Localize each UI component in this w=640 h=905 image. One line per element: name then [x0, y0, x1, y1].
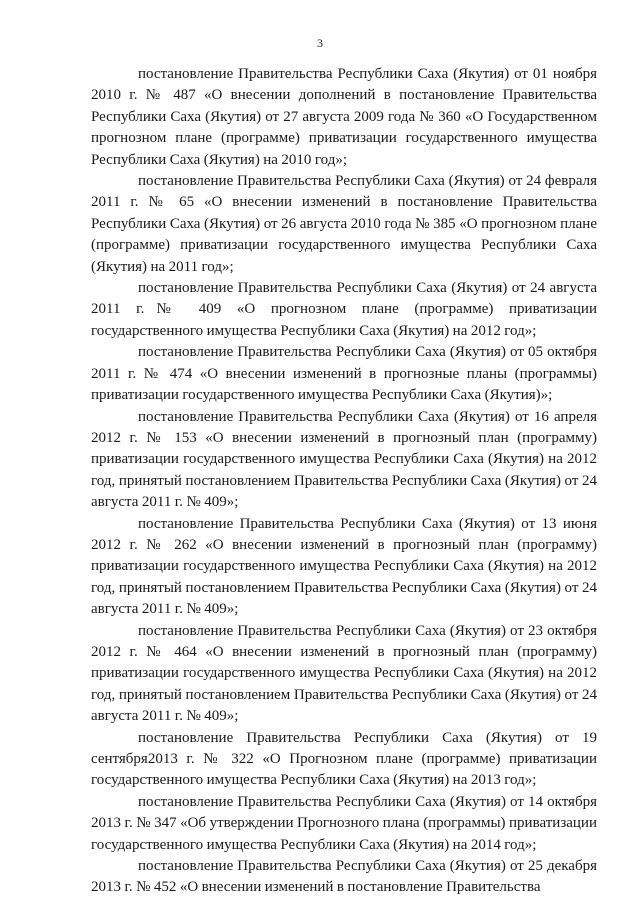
paragraph: постановление Правительства Республики Саха (Якутия) от 14 октября 2013 г. № 347 «Об утверждении Прогнозного плана (программы) приватизации государственного имущества Республики Саха (Якутия) на 2014 год»; — [91, 793, 597, 853]
paragraph: постановление Правительства Республики Саха (Якутия) от 25 декабря 2013 г. № 452 «О внесении изменений в постановление Правительства — [91, 858, 597, 896]
paragraph: постановление Правительства Республики Саха (Якутия) от 24 февраля 2011 г. № 65 «О внесении изменений в постановление Правительства Республики Саха (Якутия) от 26 августа 2010 года № 385 «О прогнозном плане (программе) приватизации государственного имущества Республики Саха (Якутия) на 2011 год»; — [91, 173, 597, 275]
page-number: 3 — [317, 36, 323, 50]
paragraph: постановление Правительства Республики Саха (Якутия) от 16 апреля 2012 г. № 153 «О внесении изменений в прогнозный план (программу) приватизации государственного имущества Республики Саха (Якутия) на 2012 год, принятый постановлением Правительства Республики Саха (Якутия) от 24 августа 2011 г. № 409»; — [91, 408, 597, 511]
paragraph: постановление Правительства Республики Саха (Якутия) от 19 сентября2013 г. № 322 «О Прогнозном плане (программе) приватизации государственного имущества Республики Саха (Якутия) на 2013 год»; — [91, 729, 597, 789]
paragraph: постановление Правительства Республики Саха (Якутия) от 23 октября 2012 г. № 464 «О внесении изменений в прогнозный план (программу) приватизации государственного имущества Республики Саха (Якутия) на 2012 год, принятый постановлением Правительства Республики Саха (Якутия) от 24 августа 2011 г. № 409»; — [91, 622, 597, 725]
document-body — [91, 64, 597, 899]
paragraph: постановление Правительства Республики Саха (Якутия) от 05 октября 2011 г. № 474 «О внесении изменений в прогнозные планы (программы) приватизации государственного имущества Республики Саха (Якутия)»; — [91, 344, 597, 404]
paragraph: постановление Правительства Республики Саха (Якутия) от 24 августа 2011 г.№ 409 «О прогнозном плане (программе) приватизации государственного имущества Республики Саха (Якутия) на 2012 год»; — [91, 280, 597, 339]
paragraph: постановление Правительства Республики Саха (Якутия) от 13 июня 2012 г. № 262 «О внесении изменений в прогнозный план (программу) приватизации государственного имущества Республики Саха (Якутия) на 2012 год, принятый постановлением Правительства Республики Саха (Якутия) от 24 августа 2011 г. № 409»; — [91, 515, 597, 618]
paragraph: постановление Правительства Республики Саха (Якутия) от 01 ноября 2010 г. № 487 «О внесении дополнений в постановление Правительства Республики Саха (Якутия) от 27 августа 2009 года № 360 «О Государственном прогнозном плане (программе) приватизации государственного имущества Республики Саха (Якутия) на 2010 год»; — [91, 66, 597, 168]
